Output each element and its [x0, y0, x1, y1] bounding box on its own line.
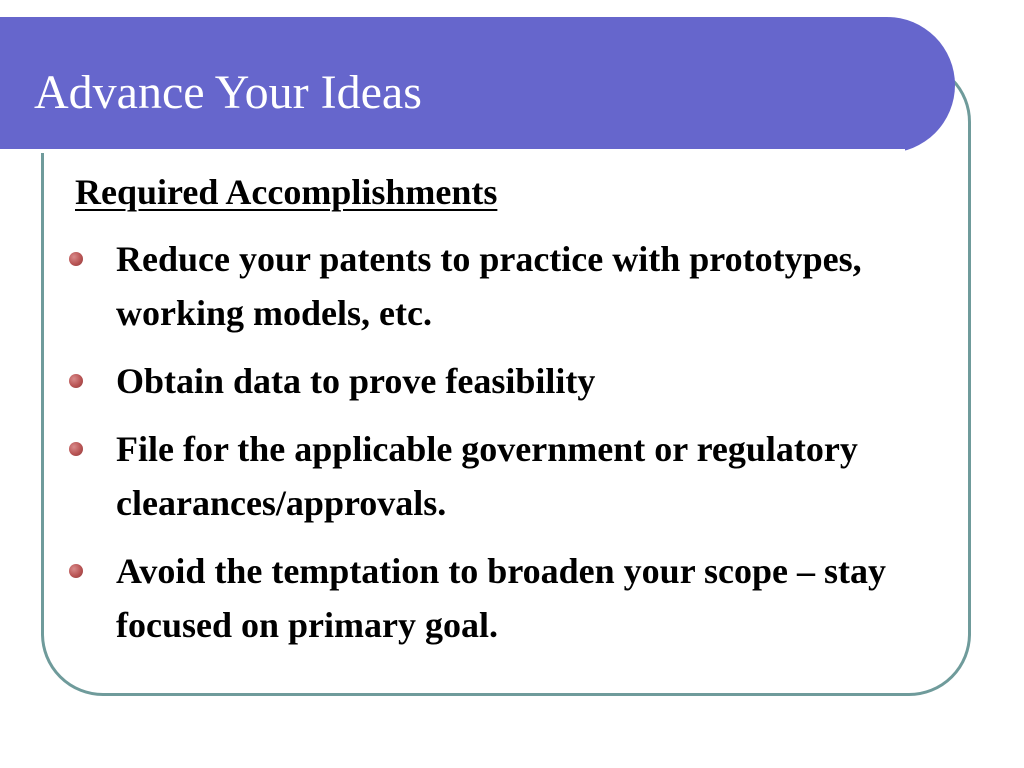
- bullet-text: Obtain data to prove feasibility: [116, 361, 596, 401]
- bullet-item: [62, 232, 932, 340]
- bullet-dot-icon: [69, 564, 83, 578]
- bullet-text: Avoid the temptation to broaden your scope – stay focused on primary goal.: [116, 551, 887, 645]
- bullet-item: [62, 354, 932, 408]
- bullet-text: File for the applicable government or regulatory clearances/approvals.: [116, 429, 858, 523]
- section-heading: Required Accomplishments: [75, 172, 498, 212]
- bullet-text: Reduce your patents to practice with prototypes, working models, etc.: [116, 239, 862, 333]
- bullet-dot-icon: [69, 442, 83, 456]
- slide-title: Advance Your Ideas: [34, 66, 422, 119]
- bullet-dot-icon: [69, 252, 83, 266]
- title-bar: [0, 17, 955, 153]
- bullet-item: [62, 544, 932, 652]
- bullet-list: [62, 232, 932, 666]
- bullet-dot-icon: [69, 374, 83, 388]
- title-underline-rule: [0, 149, 905, 153]
- bullet-item: [62, 422, 932, 530]
